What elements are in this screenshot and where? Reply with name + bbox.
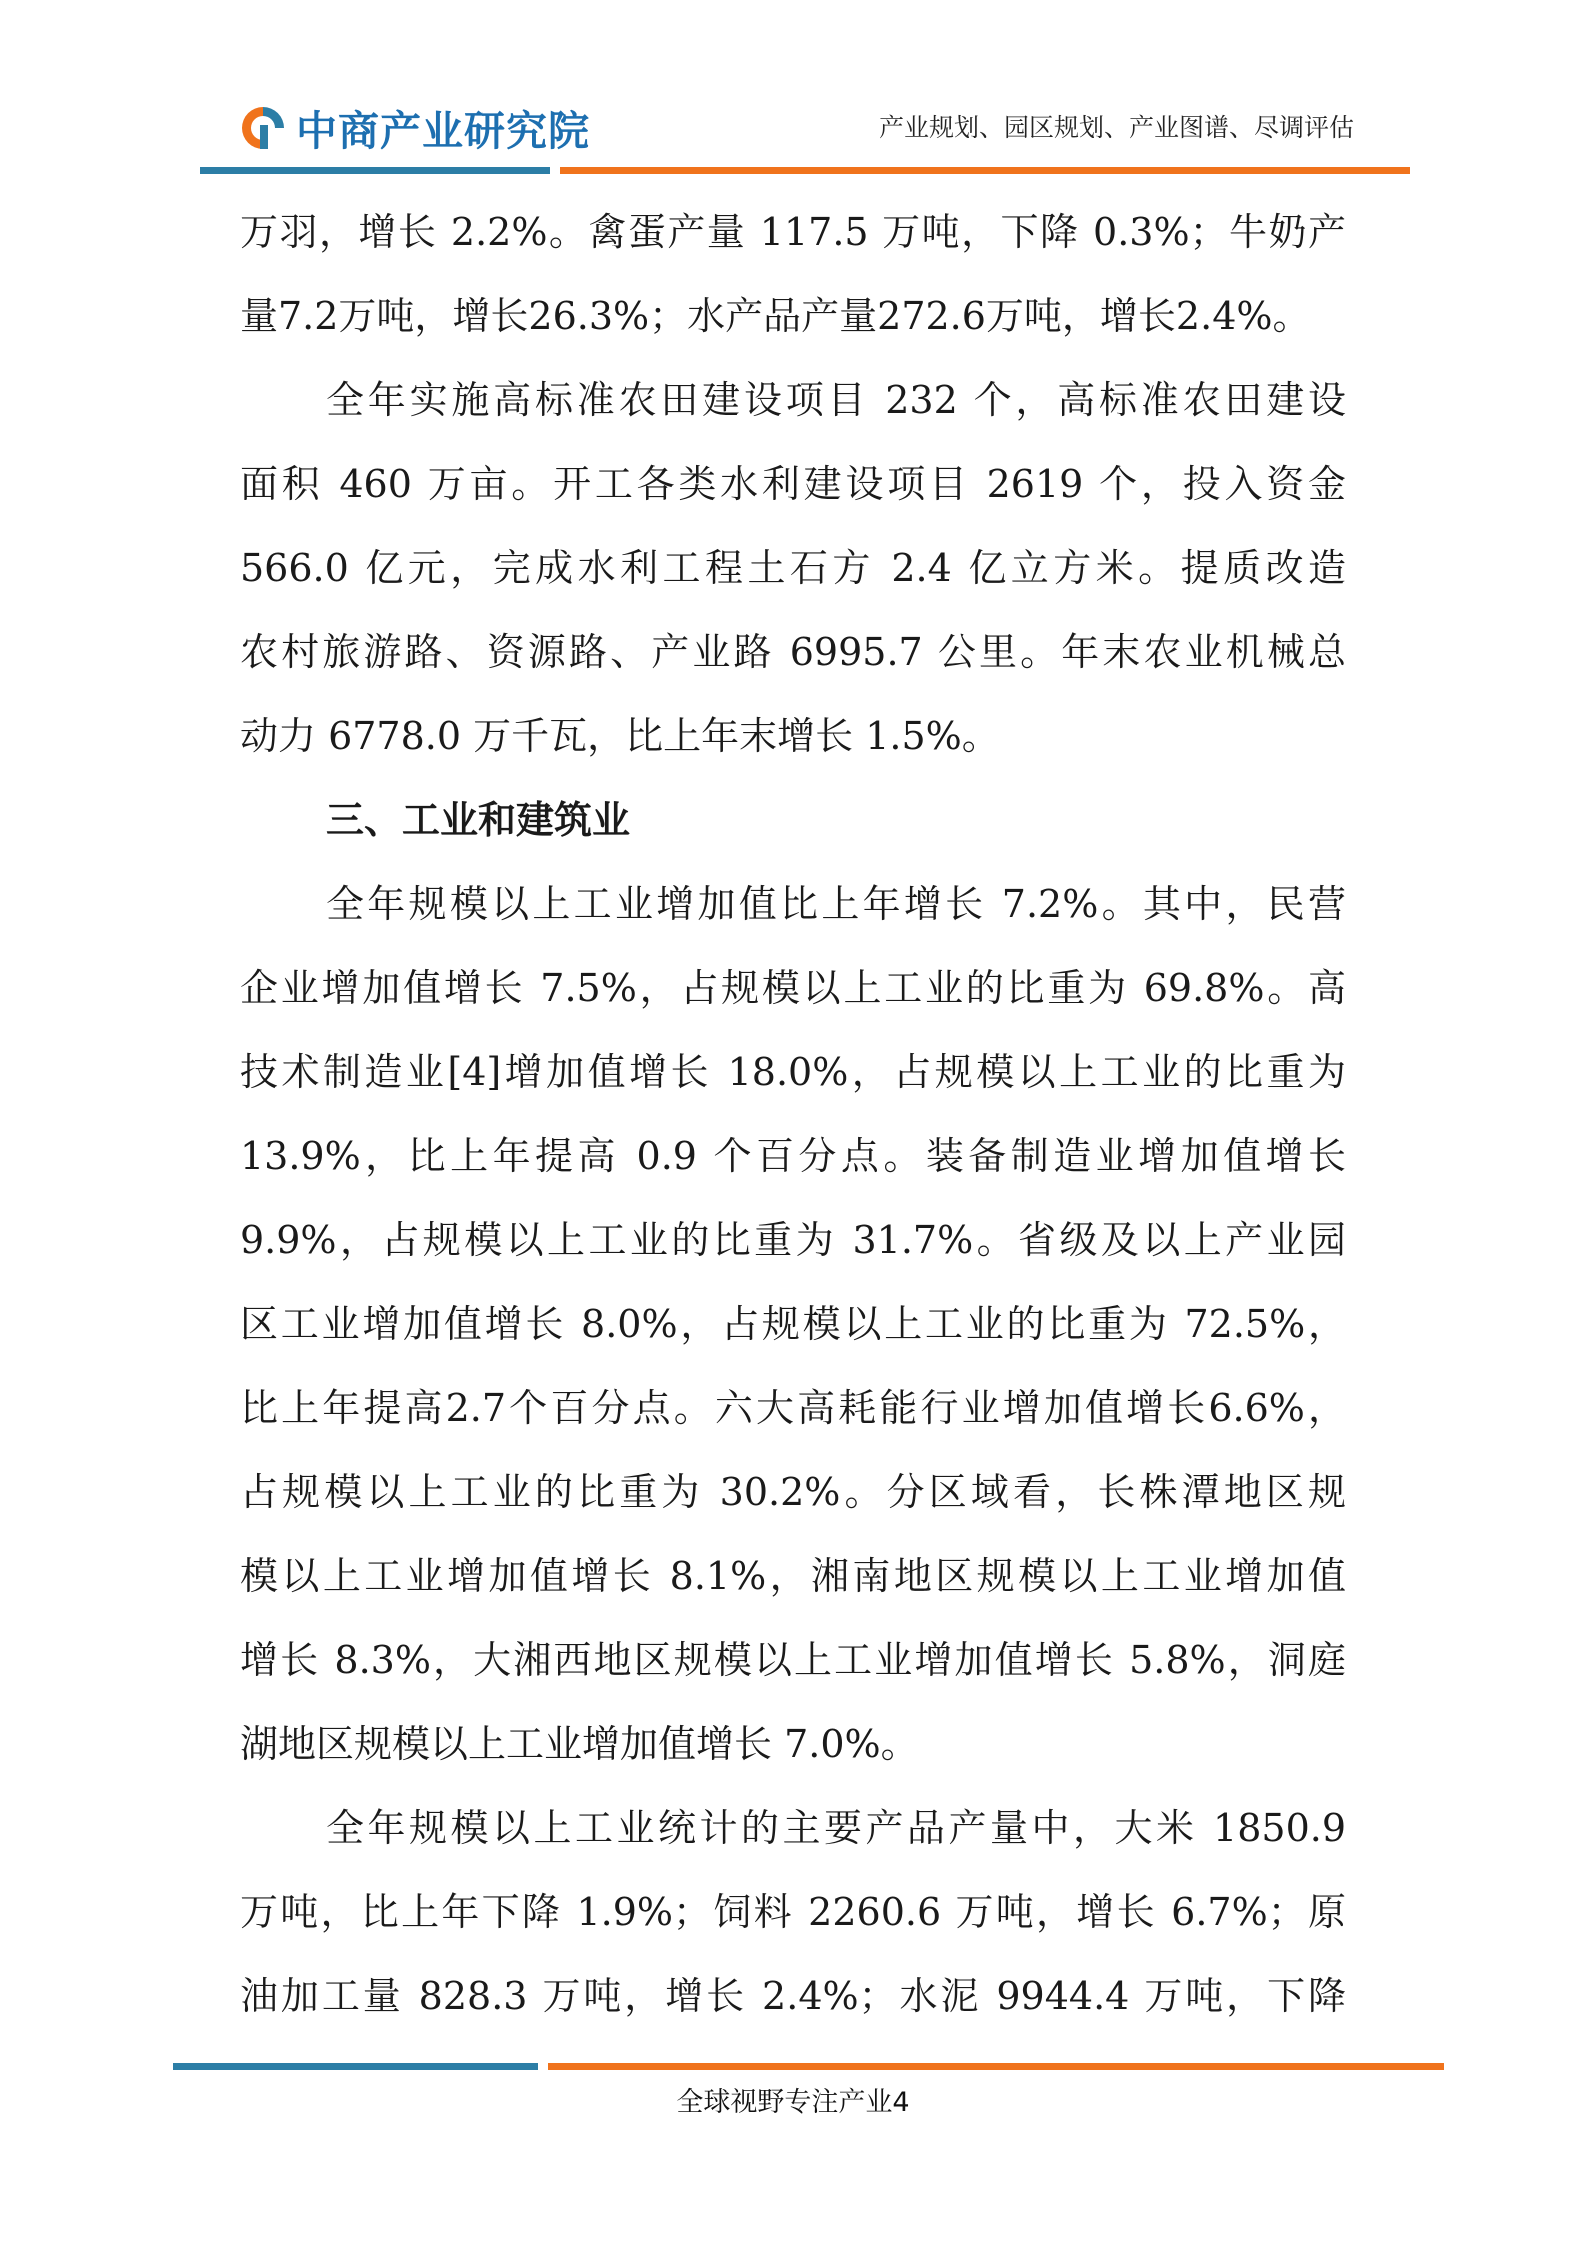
text-line: 区工业增加值增长 8.0%，占规模以上工业的比重为 72.5%，	[240, 1302, 1346, 1346]
text-line: 湖地区规模以上工业增加值增长 7.0%。	[240, 1722, 919, 1766]
text-line: 全年规模以上工业统计的主要产品产量中，大米 1850.9	[326, 1806, 1346, 1850]
footer-divider-blue	[173, 2063, 538, 2070]
text-line: 全年实施高标准农田建设项目 232 个，高标准农田建设	[326, 378, 1346, 422]
page-footer: 全球视野专注产业4	[676, 2087, 910, 2118]
text-line: 9.9%，占规模以上工业的比重为 31.7%。省级及以上产业园	[240, 1218, 1346, 1262]
paragraph-products	[240, 1786, 1346, 2038]
text-line: 技术制造业[4]增加值增长 18.0%，占规模以上工业的比重为	[240, 1050, 1346, 1094]
text-line: 566.0 亿元，完成水利工程土石方 2.4 亿立方米。提质改造	[240, 546, 1346, 590]
text-line: 占规模以上工业的比重为 30.2%。分区域看，长株潭地区规	[240, 1470, 1346, 1514]
text-line: 13.9%，比上年提高 0.9 个百分点。装备制造业增加值增长	[240, 1134, 1346, 1178]
page-header	[0, 0, 1586, 180]
text-line: 模以上工业增加值增长 8.1%，湘南地区规模以上工业增加值	[240, 1554, 1346, 1598]
text-line: 企业增加值增长 7.5%，占规模以上工业的比重为 69.8%。高	[240, 966, 1346, 1010]
header-divider-blue	[200, 167, 550, 174]
brand-logo	[238, 98, 590, 157]
text-line: 增长 8.3%，大湘西地区规模以上工业增加值增长 5.8%，洞庭	[240, 1638, 1346, 1682]
logo-text: 中商产业研究院	[296, 107, 590, 155]
paragraph-livestock	[240, 190, 1346, 358]
text-line: 全年规模以上工业增加值比上年增长 7.2%。其中，民营	[326, 882, 1346, 926]
text-line: 油加工量 828.3 万吨，增长 2.4%；水泥 9944.4 万吨，下降	[240, 1974, 1346, 2018]
section-heading: 三、工业和建筑业	[326, 798, 631, 842]
document-body	[240, 190, 1346, 2038]
text-line: 比上年提高2.7个百分点。六大高耗能行业增加值增长6.6%，	[240, 1386, 1346, 1430]
paragraph-industry	[240, 862, 1346, 1786]
text-line: 农村旅游路、资源路、产业路 6995.7 公里。年末农业机械总	[240, 630, 1346, 674]
header-divider-orange	[560, 167, 1410, 174]
text-line: 面积 460 万亩。开工各类水利建设项目 2619 个，投入资金	[240, 462, 1346, 506]
header-tagline: 产业规划、园区规划、产业图谱、尽调评估	[878, 113, 1354, 142]
text-line: 动力 6778.0 万千瓦，比上年末增长 1.5%。	[240, 714, 1000, 758]
paragraph-farmland	[240, 358, 1346, 778]
footer-divider-orange	[548, 2063, 1444, 2070]
text-line: 万吨，比上年下降 1.9%；饲料 2260.6 万吨，增长 6.7%；原	[240, 1890, 1346, 1934]
text-line: 万羽，增长 2.2%。禽蛋产量 117.5 万吨，下降 0.3%；牛奶产	[240, 210, 1346, 254]
text-line: 量7.2万吨，增长26.3%；水产品产量272.6万吨，增长2.4%。	[240, 294, 1311, 338]
logo-icon	[238, 103, 288, 153]
